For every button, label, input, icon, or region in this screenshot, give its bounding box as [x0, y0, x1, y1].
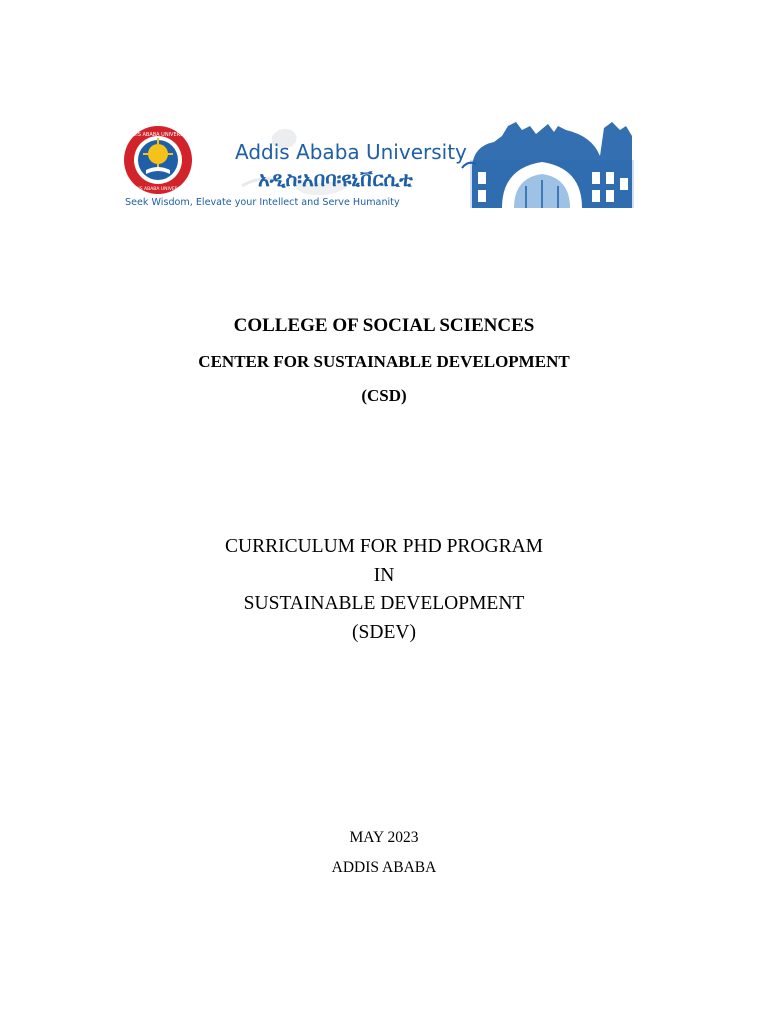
university-motto: Seek Wisdom, Elevate your Intellect and Serve Humanity	[125, 197, 400, 208]
document-title-line-1: CURRICULUM FOR PHD PROGRAM	[224, 536, 544, 557]
seal-text-top: ADDIS ABABA UNIVERSITY	[125, 132, 191, 138]
university-seal-logo	[124, 126, 192, 194]
document-title-line-4: (SDEV)	[352, 622, 416, 643]
document-title-line-2: IN	[373, 565, 395, 586]
seal-text-bottom: ADDIS ABABA UNIVERSITY	[128, 187, 188, 192]
college-heading: COLLEGE OF SOCIAL SCIENCES	[233, 315, 535, 336]
university-name-amharic: አዲስ፡አበባ፡ዩኒቨርሲቲ	[258, 167, 413, 191]
university-name: Addis Ababa University	[235, 140, 467, 164]
document-title-line-3: SUSTAINABLE DEVELOPMENT	[243, 593, 525, 614]
publication-place: ADDIS ABABA	[331, 859, 437, 876]
center-heading: CENTER FOR SUSTAINABLE DEVELOPMENT	[198, 352, 570, 371]
publication-date: MAY 2023	[349, 829, 419, 846]
building-illustration	[462, 122, 634, 208]
university-banner	[122, 116, 634, 212]
center-abbreviation: (CSD)	[361, 386, 407, 405]
